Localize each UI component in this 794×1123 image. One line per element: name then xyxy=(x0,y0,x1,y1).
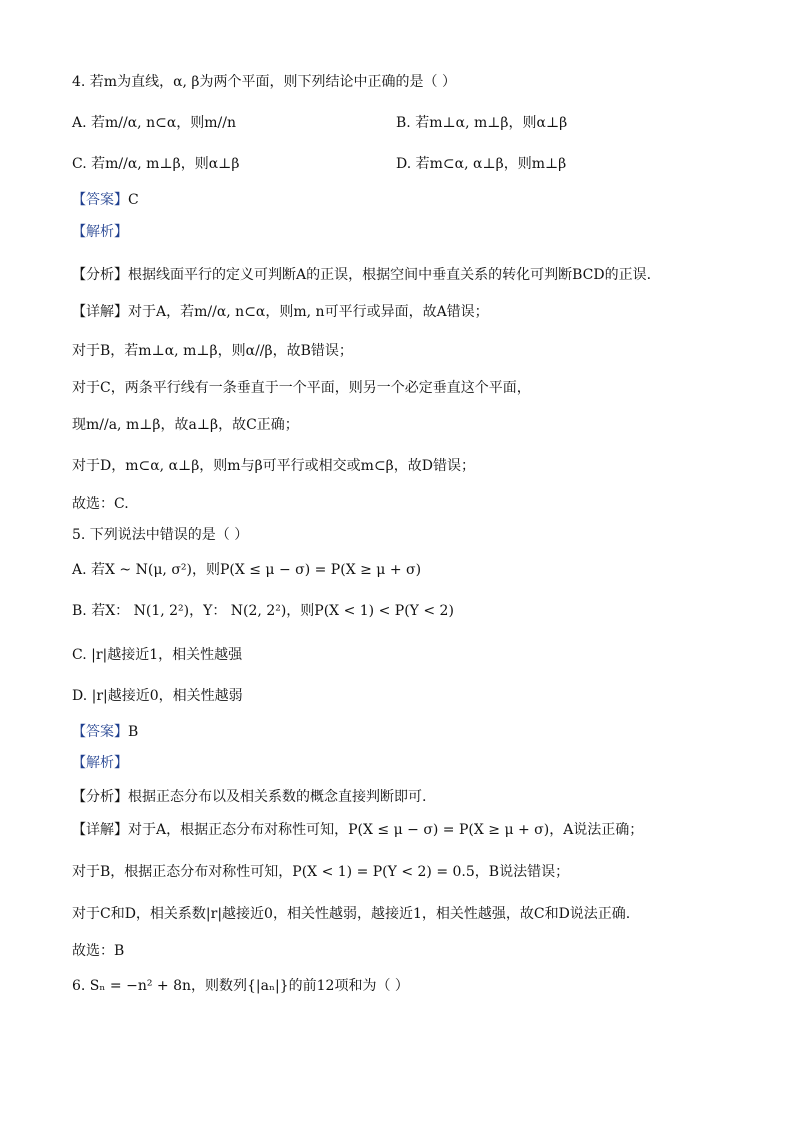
question-6-stem: 6. Sₙ = −n² + 8n，则数列{|aₙ|}的前12项和为（ ） xyxy=(72,978,409,994)
question-5-stem: 5. 下列说法中错误的是（ ） xyxy=(72,527,249,543)
q4-option-a: A. 若m//α, n⊂α，则m//n xyxy=(72,115,237,131)
q5-detail-cd: 对于C和D，相关系数|r|越接近0，相关性越弱，越接近1，相关性越强，故C和D说法正确. xyxy=(72,906,631,922)
fenxi-text: 根据线面平行的定义可判断A的正误，根据空间中垂直关系的转化可判断BCD的正误. xyxy=(128,267,652,283)
detail-text: 对于A，若m//α, n⊂α，则m, n可平行或异面，故A错误； xyxy=(128,304,489,320)
q4-option-b: B. 若m⊥α, m⊥β，则α⊥β xyxy=(396,115,568,131)
q5-detail-a xyxy=(72,820,643,840)
q5-option-b: B. 若X： N(1, 2²)，Y： N(2, 2²)，则P(X < 1) < P(Y < 2) xyxy=(72,603,454,619)
q4-conclusion: 故选：C. xyxy=(72,496,129,512)
q5-option-c: C. |r|越接近1，相关性越强 xyxy=(72,647,243,663)
fenxi-tag: 【分析】 xyxy=(72,267,128,283)
q5-conclusion: 故选：B xyxy=(72,943,125,959)
detail-text: 对于A，根据正态分布对称性可知，P(X ≤ μ − σ) = P(X ≥ μ + σ)，A说法正确； xyxy=(128,822,644,838)
q4-detail-a xyxy=(72,302,489,322)
q5-answer xyxy=(72,722,138,742)
q5-analysis-tag xyxy=(72,753,128,773)
detail-tag: 【详解】 xyxy=(72,304,128,320)
q4-detail-c1: 对于C，两条平行线有一条垂直于一个平面，则另一个必定垂直这个平面， xyxy=(72,380,531,396)
fenxi-tag: 【分析】 xyxy=(72,789,128,805)
q5-detail-b: 对于B，根据正态分布对称性可知，P(X < 1) = P(Y < 2) = 0.5，B说法错误； xyxy=(72,864,570,880)
question-4-stem: 4. 若m为直线，α, β为两个平面，则下列结论中正确的是（ ） xyxy=(72,74,456,90)
q4-detail-d: 对于D，m⊂α, α⊥β，则m与β可平行或相交或m⊂β，故D错误； xyxy=(72,458,475,474)
fenxi-text: 根据正态分布以及相关系数的概念直接判断即可. xyxy=(128,789,427,805)
q4-detail-c2: 现m//a, m⊥β，故a⊥β，故C正确； xyxy=(72,417,299,433)
analysis-tag: 【解析】 xyxy=(72,755,128,771)
q4-answer xyxy=(72,190,139,210)
detail-tag: 【详解】 xyxy=(72,822,128,838)
q5-fenxi xyxy=(72,787,426,807)
answer-tag: 【答案】 xyxy=(72,192,128,208)
q4-option-d: D. 若m⊂α, α⊥β，则m⊥β xyxy=(396,156,567,172)
q5-option-d: D. |r|越接近0，相关性越弱 xyxy=(72,688,243,704)
q4-option-c: C. 若m//α, m⊥β，则α⊥β xyxy=(72,156,240,172)
q4-analysis-tag xyxy=(72,222,128,242)
answer-tag: 【答案】 xyxy=(72,724,128,740)
q4-detail-b: 对于B，若m⊥α, m⊥β，则α//β，故B错误； xyxy=(72,343,353,359)
q4-fenxi xyxy=(72,265,651,285)
analysis-tag: 【解析】 xyxy=(72,224,128,240)
answer-value: B xyxy=(128,724,139,740)
q5-option-a: A. 若X ~ N(μ, σ²)，则P(X ≤ μ − σ) = P(X ≥ μ + σ) xyxy=(72,562,422,578)
answer-value: C xyxy=(128,192,139,208)
